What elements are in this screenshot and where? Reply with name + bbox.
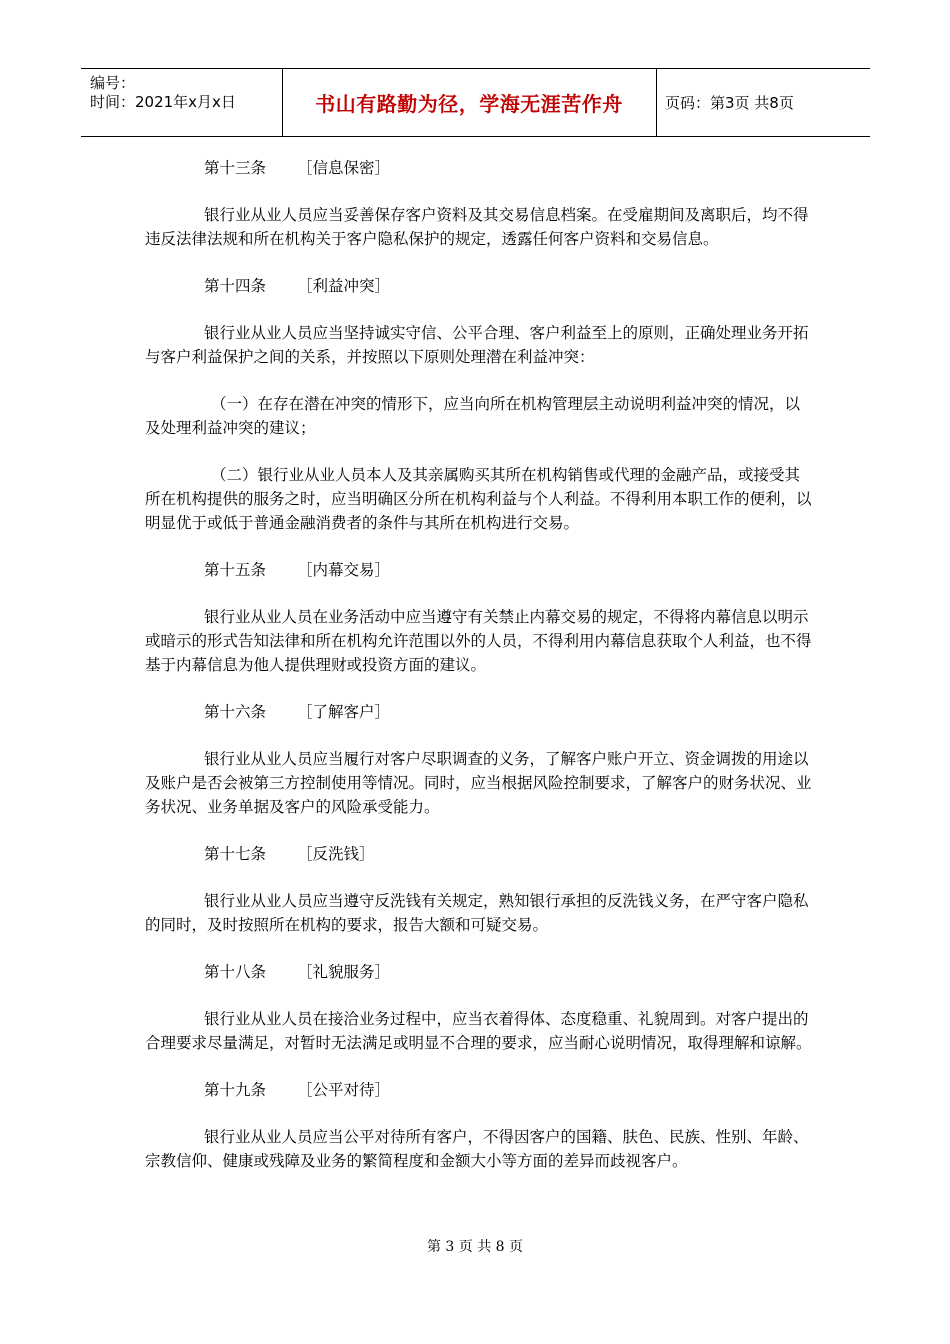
article-heading <box>145 156 813 180</box>
header-meta-cell <box>81 69 283 136</box>
list-item: （二）银行业从业人员本人及其亲属购买其所在机构销售或代理的金融产品，或接受其所在机构提供的服务之时，应当明确区分所在机构利益与个人利益。不得利用本职工作的便利，以明显优于或低于普通金融消费者的条件与其所在机构进行交易。 <box>145 466 812 532</box>
article-topic: ［利益冲突］ <box>297 277 391 295</box>
list-item: （一）在存在潜在冲突的情形下，应当向所在机构管理层主动说明利益冲突的情况，以及处理利益冲突的建议； <box>145 395 801 437</box>
article-topic: ［了解客户］ <box>297 703 391 721</box>
paragraph: 银行业从业人员应当妥善保存客户资料及其交易信息档案。在受雇期间及离职后，均不得违反法律法规和所在机构关于客户隐私保护的规定，透露任何客户资料和交易信息。 <box>145 206 809 248</box>
article-number: 第十六条 <box>204 703 267 721</box>
paragraph: 银行业从业人员在业务活动中应当遵守有关禁止内幕交易的规定，不得将内幕信息以明示或暗示的形式告知法律和所在机构允许范围以外的人员，不得利用内幕信息获取个人利益，也不得基于内幕信息为他人提供理财或投资方面的建议。 <box>145 608 812 674</box>
document-number-label: 编号： <box>90 74 136 92</box>
paragraph: 银行业从业人员应当履行对客户尽职调查的义务，了解客户账户开立、资金调拨的用途以及账户是否会被第三方控制使用等情况。同时，应当根据风险控制要求，了解客户的财务状况、业务状况、业务单据及客户的风险承受能力。 <box>145 750 812 816</box>
page-footer: 第 3 页 共 8 页 <box>426 1239 524 1255</box>
article-topic: ［信息保密］ <box>297 159 391 177</box>
article-number: 第十五条 <box>204 561 267 579</box>
article-heading <box>145 1078 813 1102</box>
document-body <box>145 156 813 1196</box>
header-motto-cell <box>282 69 657 136</box>
header-motto: 书山有路勤为径，学海无涯苦作舟 <box>315 92 623 116</box>
paragraph: 银行业从业人员在接洽业务过程中，应当衣着得体、态度稳重、礼貌周到。对客户提出的合理要求尽量满足，对暂时无法满足或明显不合理的要求，应当耐心说明情况，取得理解和谅解。 <box>145 1010 812 1052</box>
article-heading <box>145 558 813 582</box>
paragraph: 银行业从业人员应当遵守反洗钱有关规定，熟知银行承担的反洗钱义务，在严守客户隐私的同时，及时按照所在机构的要求，报告大额和可疑交易。 <box>145 892 809 934</box>
article-heading <box>145 274 813 298</box>
header-page-cell <box>656 69 870 136</box>
article-number: 第十三条 <box>204 159 267 177</box>
paragraph: 银行业从业人员应当公平对待所有客户，不得因客户的国籍、肤色、民族、性别、年龄、宗教信仰、健康或残障及业务的繁简程度和金额大小等方面的差异而歧视客户。 <box>145 1128 809 1170</box>
article-heading <box>145 960 813 984</box>
article-topic: ［礼貌服务］ <box>297 963 391 981</box>
article-number: 第十八条 <box>204 963 267 981</box>
article-topic: ［公平对待］ <box>297 1081 391 1099</box>
article-topic: ［反洗钱］ <box>297 845 375 863</box>
article-number: 第十四条 <box>204 277 267 295</box>
header-page-label: 页码：第3页 共8页 <box>665 94 794 112</box>
paragraph: 银行业从业人员应当坚持诚实守信、公平合理、客户利益至上的原则，正确处理业务开拓与客户利益保护之间的关系，并按照以下原则处理潜在利益冲突： <box>145 324 809 366</box>
page-header <box>81 68 870 137</box>
article-number: 第十七条 <box>204 845 267 863</box>
article-heading <box>145 700 813 724</box>
article-heading <box>145 842 813 866</box>
document-time-label: 时间：2021年x月x日 <box>90 93 236 111</box>
article-topic: ［内幕交易］ <box>297 561 391 579</box>
article-number: 第十九条 <box>204 1081 267 1099</box>
